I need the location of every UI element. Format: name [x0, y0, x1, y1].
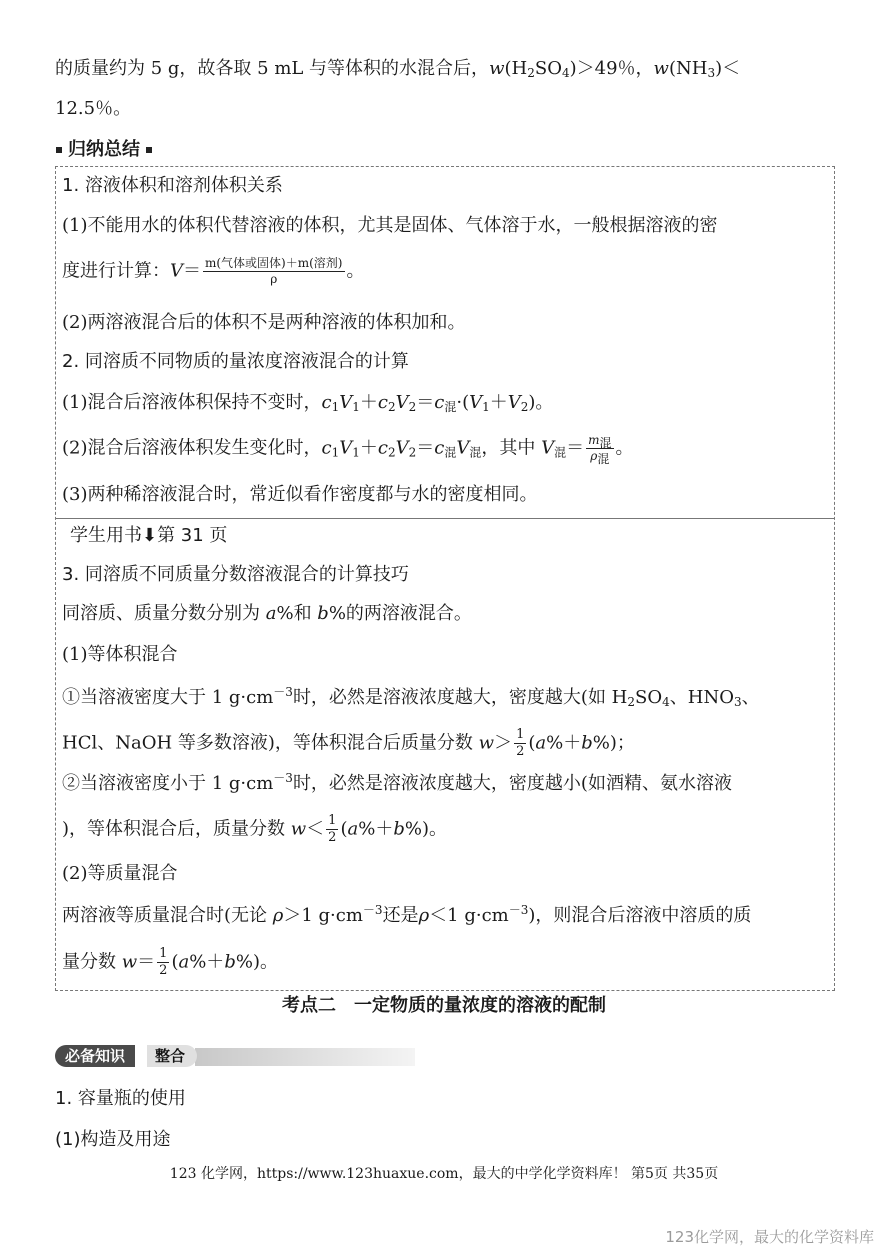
var-V: V [469, 392, 483, 413]
text: ①当溶液密度大于 1 g·cm [62, 687, 274, 708]
fraction-numerator: 1 [516, 727, 525, 742]
half-fraction [514, 727, 526, 760]
s2-p1 [62, 389, 553, 417]
subscript: 混 [599, 436, 612, 450]
item-1-subtitle: (1)构造及用途 [55, 1129, 171, 1150]
s3-h1: (1)等体积混合 [62, 644, 178, 665]
less-than: ＜ [306, 818, 325, 840]
summary-heading [50, 136, 158, 164]
item-1-title: 1. 容量瓶的使用 [55, 1088, 186, 1109]
plus: ＋ [359, 437, 378, 459]
text: ＜1 g·cm [429, 905, 509, 926]
var-w: w [489, 58, 505, 79]
s1-p1: (1)不能用水的体积代替溶液的体积，尤其是固体、气体溶于水，一般根据溶液的密 [62, 215, 718, 236]
var-w: w [478, 732, 495, 754]
s3-case2-line1 [62, 770, 732, 798]
text: %)； [592, 732, 635, 754]
equals: ＝ [416, 392, 435, 413]
subscript: 1 [482, 400, 490, 414]
formula-part: SO [534, 58, 562, 79]
equals: ＝ [566, 437, 585, 459]
s3-case1-line1 [62, 684, 760, 712]
text: ＞1 g·cm [283, 905, 363, 926]
superscript: －3 [362, 903, 383, 917]
var-b: b [224, 951, 236, 973]
subscript: 混 [469, 445, 482, 460]
subscript: 3 [733, 695, 742, 709]
formula-part: (H [504, 58, 528, 79]
text: 时，必然是溶液浓度越大，密度越大(如 H [292, 687, 628, 708]
text: 量分数 [62, 951, 122, 973]
subscript: 混 [444, 400, 457, 414]
intro-line-2: 12.5％。 [55, 98, 132, 119]
var-c: c [321, 392, 332, 413]
s2-p2 [62, 433, 634, 464]
var-rho: ρ [272, 905, 284, 926]
var-a: a [347, 818, 359, 840]
half-fraction [326, 813, 338, 846]
s1-p1b [62, 256, 365, 287]
subscript: 4 [662, 695, 670, 709]
fraction-numerator: m(气体或固体)＋m(溶剂) [205, 256, 343, 270]
var-c: c [377, 392, 388, 413]
subscript: 3 [707, 66, 716, 80]
text: %)。 [235, 951, 278, 973]
var-a: a [178, 951, 190, 973]
var-b: b [581, 732, 593, 754]
plus: ＋ [489, 392, 508, 413]
var-V: V [339, 392, 353, 413]
half-fraction [157, 946, 169, 979]
watermark: 123化学网，最大的化学资料库 [665, 1228, 874, 1246]
volume-fraction [203, 256, 345, 287]
text: %)。 [404, 818, 447, 840]
var-a: a [265, 603, 277, 624]
equals: ＝ [137, 951, 156, 973]
text: ( [340, 818, 348, 840]
s3-h2: (2)等质量混合 [62, 863, 178, 884]
s3-mass-line2 [62, 946, 278, 979]
var-c: c [434, 437, 445, 459]
text: %＋ [189, 951, 225, 973]
var-V: V [395, 437, 409, 459]
superscript: －3 [273, 685, 293, 699]
fraction-denominator: 2 [159, 963, 168, 978]
section-title: 考点二 一定物质的量浓度的溶液的配制 [282, 995, 606, 1016]
s1-title: 1. 溶液体积和溶剂体积关系 [62, 175, 283, 196]
fraction-numerator: 1 [328, 813, 337, 828]
text: 、HNO [669, 687, 734, 708]
text: (2)混合后溶液体积发生变化时， [62, 437, 322, 459]
var-rho: ρ [418, 905, 430, 926]
text: 时，必然是溶液浓度越大，密度越小(如酒精、氨水溶液 [292, 773, 732, 794]
text: ，其中 [481, 437, 542, 459]
text: 、 [741, 687, 760, 708]
formula-part: )＜ [715, 58, 741, 79]
subscript: 1 [331, 400, 340, 414]
s3-p0 [62, 600, 472, 628]
text: 两溶液等质量混合时(无论 [62, 905, 273, 926]
page-footer: 123 化学网，https://www.123huaxue.com，最大的中学化学资料库！ 第5页 共35页 [169, 1166, 719, 1182]
s2-p3: (3)两种稀溶液混合时，常近似看作密度都与水的密度相同。 [62, 484, 538, 505]
var-V: V [456, 437, 470, 459]
text: HCl、NaOH 等多数溶液)，等体积混合后质量分数 [62, 732, 479, 754]
subscript: 2 [387, 445, 396, 460]
s1-p2: (2)两溶液混合后的体积不是两种溶液的体积加和。 [62, 312, 466, 333]
var-w: w [290, 818, 307, 840]
knowledge-tag [55, 1045, 415, 1067]
s3-case2-line2 [62, 813, 447, 846]
superscript: －3 [273, 771, 293, 785]
subscript: 4 [561, 66, 570, 80]
text: %＋ [358, 818, 394, 840]
fraction-numerator [586, 433, 613, 449]
tag-gradient [195, 1048, 415, 1066]
s3-mass-line1 [62, 902, 751, 930]
var-c: c [434, 392, 445, 413]
subscript: 2 [387, 400, 396, 414]
var-V: V [395, 392, 409, 413]
greater-than: ＞ [494, 732, 513, 754]
var-V: V [541, 437, 555, 459]
fraction-denominator: 2 [516, 744, 525, 759]
text: %＋ [546, 732, 582, 754]
equals: ＝ [416, 437, 435, 459]
square-bullet-icon [56, 147, 62, 153]
intro-text: 的质量约为 5 g，故各取 5 mL 与等体积的水混合后， [55, 58, 490, 79]
plus: ＋ [359, 392, 378, 413]
mix-volume-fraction [586, 433, 613, 464]
square-bullet-icon [146, 147, 152, 153]
subscript: 1 [352, 445, 360, 460]
text: ( [528, 732, 536, 754]
subscript: 2 [408, 445, 417, 460]
text: SO [635, 687, 663, 708]
text: 度进行计算： [62, 260, 170, 282]
text: %的两溶液混合。 [328, 603, 472, 624]
tag-label-left: 必备知识 [55, 1045, 135, 1067]
intro-line-1 [55, 55, 740, 83]
subscript: 2 [520, 400, 529, 414]
fraction-denominator [586, 449, 613, 464]
var-V: V [170, 260, 183, 282]
var-V: V [507, 392, 521, 413]
superscript: －3 [508, 903, 529, 917]
subscript: 2 [527, 66, 535, 80]
var-V: V [339, 437, 353, 459]
text: 。 [615, 437, 634, 459]
text: ②当溶液密度小于 1 g·cm [62, 773, 274, 794]
var-w: w [121, 951, 138, 973]
text: (1)混合后溶液体积保持不变时， [62, 392, 322, 413]
text: 。 [346, 260, 365, 282]
subscript: 混 [554, 445, 567, 460]
text: 还是 [382, 905, 419, 926]
var-c: c [377, 437, 388, 459]
var-b: b [393, 818, 405, 840]
subscript: 混 [597, 452, 610, 466]
text: ·( [456, 392, 470, 413]
s3-title: 3. 同溶质不同质量分数溶液混合的计算技巧 [62, 564, 409, 585]
text: )，则混合后溶液中溶质的质 [528, 905, 752, 926]
fraction-denominator: 2 [328, 830, 337, 845]
text: )。 [528, 392, 554, 413]
fraction-denominator: ρ [270, 272, 278, 286]
fraction-numerator: 1 [159, 946, 168, 961]
var-m: m [588, 433, 600, 447]
s2-title: 2. 同溶质不同物质的量浓度溶液混合的计算 [62, 351, 409, 372]
var-c: c [321, 437, 332, 459]
var-b: b [317, 603, 329, 624]
var-w: w [653, 58, 669, 79]
subscript: 1 [352, 400, 360, 414]
formula-part: (NH [668, 58, 708, 79]
formula-part: )＞49％， [569, 58, 654, 79]
summary-heading-text: 归纳总结 [68, 139, 140, 160]
subscript: 2 [627, 695, 636, 709]
text: 同溶质、质量分数分别为 [62, 603, 266, 624]
text: %和 [276, 603, 318, 624]
tag-label-right: 整合 [147, 1045, 197, 1067]
s3-case1-line2 [62, 727, 635, 760]
text: )，等体积混合后，质量分数 [62, 818, 291, 840]
var-rho: ρ [590, 449, 598, 463]
divider [55, 518, 834, 519]
book-reference: 学生用书⬇第 31 页 [70, 525, 228, 546]
subscript: 2 [408, 400, 417, 414]
subscript: 1 [331, 445, 340, 460]
subscript: 混 [444, 445, 457, 460]
var-a: a [535, 732, 547, 754]
text: ( [171, 951, 179, 973]
equals: ＝ [183, 260, 201, 282]
